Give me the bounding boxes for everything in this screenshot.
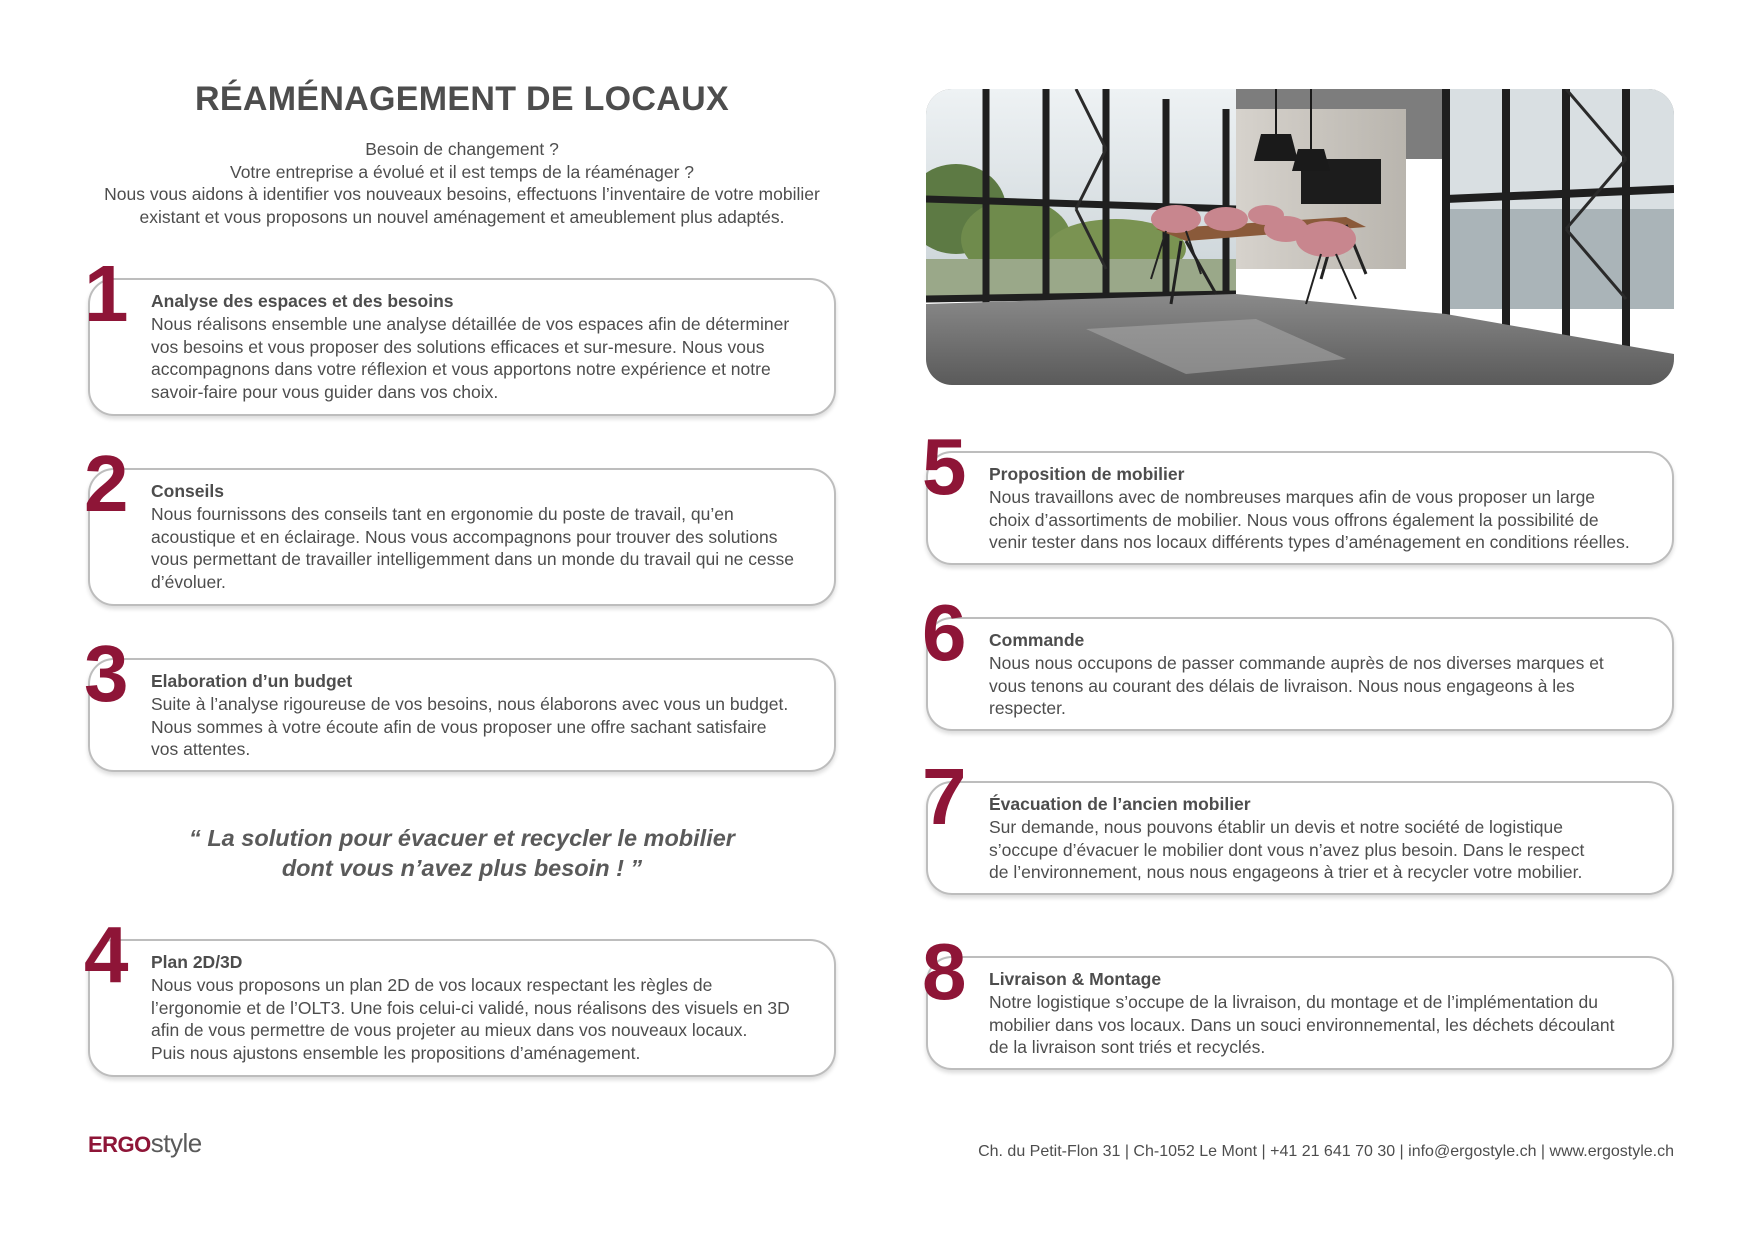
office-meeting-room-photo (926, 89, 1674, 385)
step-7 (922, 752, 1674, 895)
step-text-line: de l’environnement, nous nous engageons à trier et à recycler votre mobilier. (989, 862, 1583, 883)
quote-line: dont vous n’avez plus besoin ! ” (281, 855, 643, 881)
intro-line: Nous vous aidons à identifier vos nouveaux besoins, effectuons l’inventaire de votre mobilier (104, 184, 820, 204)
step-text-line: respecter. (989, 698, 1066, 719)
step-text-line: vos attentes. (151, 739, 251, 760)
step-title: Proposition de mobilier (989, 464, 1185, 484)
step-title: Plan 2D/3D (151, 952, 243, 972)
step-text-line: de la livraison sont triés et recyclés. (989, 1037, 1266, 1058)
step-text-line: Nous sommes à votre écoute afin de vous proposer une offre sachant satisfaire (151, 716, 767, 737)
step-text-line: afin de vous permettre de vous projeter au mieux dans vos nouveaux locaux. (151, 1020, 748, 1041)
intro-line: existant et vous proposons un nouvel aménagement et ameublement plus adaptés. (139, 206, 785, 227)
quote (88, 823, 836, 883)
step-text-line: l’ergonomie et de l’OLT3. Une fois celui-ci validé, nous réalisons des visuels en 3D (151, 997, 790, 1018)
intro-line: Votre entreprise a évolué et il est temps de la réaménager ? (229, 161, 694, 182)
logo-ergo: ERGO (88, 1132, 151, 1157)
step-title: Elaboration d’un budget (151, 671, 353, 691)
step-text-line: d’évoluer. (151, 572, 226, 593)
step-3 (84, 629, 836, 772)
step-text-line: mobilier dans vos locaux. Dans un souci environnemental, les déchets découlant (989, 1014, 1615, 1035)
step-2 (84, 439, 836, 606)
step-text-line: accompagnons dans votre réflexion et vous apportons notre expérience et notre (151, 359, 771, 380)
step-number: 7 (922, 752, 967, 841)
step-text-line: Nous travaillons avec de nombreuses marques afin de vous proposer un large (989, 487, 1596, 507)
step-text-line: Nous nous occupons de passer commande auprès de nos diverses marques et (989, 653, 1604, 673)
step-text-line: Sur demande, nous pouvons établir un devis et notre société de logistique (989, 817, 1563, 837)
step-number: 5 (922, 422, 967, 511)
step-text-line: savoir-faire pour vous guider dans vos choix. (151, 382, 499, 403)
step-text-line: vous permettant de travailler intelligemment dans un monde du travail qui ne cesse (151, 549, 794, 570)
step-number: 3 (84, 629, 129, 718)
step-text-line: Nous vous proposons un plan 2D de vos locaux respectant les règles de (151, 975, 713, 995)
step-number: 6 (922, 588, 967, 677)
step-4 (84, 910, 836, 1077)
step-text-line: vos besoins et vous proposer des solutions efficaces et sur-mesure. Nous vous (151, 336, 765, 357)
intro-text (88, 138, 836, 228)
step-title: Livraison & Montage (989, 969, 1162, 989)
step-text-line: choix d’assortiments de mobilier. Nous vous offrons également la possibilité de (989, 509, 1599, 530)
step-1 (84, 249, 836, 416)
step-number: 4 (84, 910, 129, 999)
step-text-line: acoustique et en éclairage. Nous vous accompagnons pour trouver des solutions (151, 526, 778, 547)
ergostyle-logo (88, 1130, 202, 1156)
step-5 (922, 422, 1674, 565)
logo-style: style (150, 1128, 202, 1158)
intro-line: Besoin de changement ? (365, 139, 559, 159)
step-8 (922, 927, 1674, 1070)
step-text-line: Nous fournissons des conseils tant en ergonomie du poste de travail, qu’en (151, 504, 734, 524)
step-text-line: s’occupe d’évacuer le mobilier dont vous n’avez plus besoin. Dans le respect (989, 839, 1585, 860)
step-text-line: Puis nous ajustons ensemble les propositions d’aménagement. (151, 1043, 641, 1064)
quote-line: “ La solution pour évacuer et recycler le mobilier (189, 825, 735, 851)
step-title: Conseils (151, 481, 224, 501)
step-title: Analyse des espaces et des besoins (151, 291, 454, 311)
step-number: 2 (84, 439, 129, 528)
footer-contact: Ch. du Petit-Flon 31 | Ch-1052 Le Mont | +41 21 641 70 30 | info@ergostyle.ch | www.ergostyle.ch (978, 1143, 1674, 1160)
step-title: Évacuation de l’ancien mobilier (989, 794, 1251, 814)
step-text-line: Suite à l’analyse rigoureuse de vos besoins, nous élaborons avec vous un budget. (151, 694, 789, 714)
step-text-line: venir tester dans nos locaux différents types d’aménagement en conditions réelles. (989, 532, 1630, 553)
page-title: RÉAMÉNAGEMENT DE LOCAUX (195, 80, 729, 118)
step-title: Commande (989, 630, 1085, 650)
step-6 (922, 588, 1674, 731)
step-text-line: vous tenons au courant des délais de livraison. Nous nous engageons à les (989, 675, 1575, 696)
step-number: 1 (84, 249, 129, 338)
step-number: 8 (922, 927, 967, 1016)
step-text-line: Notre logistique s’occupe de la livraison, du montage et de l’implémentation du (989, 992, 1598, 1012)
step-text-line: Nous réalisons ensemble une analyse détaillée de vos espaces afin de déterminer (151, 314, 790, 334)
